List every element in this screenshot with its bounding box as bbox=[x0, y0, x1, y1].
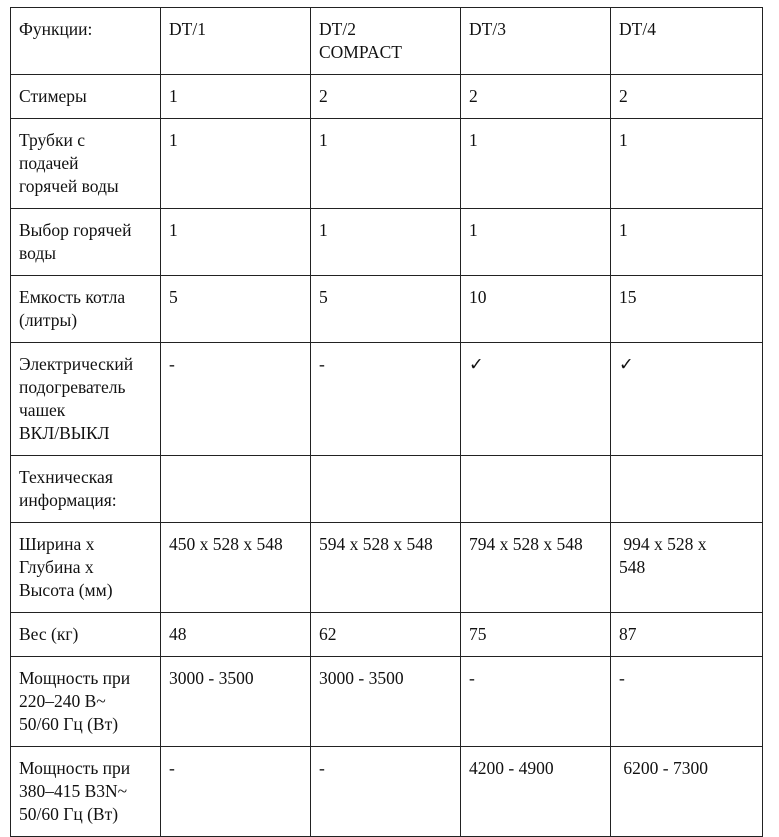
table-cell: 794 x 528 x 548 bbox=[461, 523, 611, 613]
table-row bbox=[11, 657, 763, 747]
table-cell: 87 bbox=[611, 613, 763, 657]
table-row bbox=[11, 75, 763, 119]
table-cell: 3000 - 3500 bbox=[161, 657, 311, 747]
table-cell: 1 bbox=[161, 75, 311, 119]
table-row bbox=[11, 276, 763, 343]
header-cell: Функции: bbox=[11, 8, 161, 75]
table-cell: - bbox=[161, 747, 311, 837]
table-cell bbox=[311, 456, 461, 523]
table-cell: 5 bbox=[311, 276, 461, 343]
table-cell: 6200 - 7300 bbox=[611, 747, 763, 837]
table-cell: - bbox=[311, 747, 461, 837]
table-cell: - bbox=[311, 343, 461, 456]
header-cell: DT/3 bbox=[461, 8, 611, 75]
table-cell: 62 bbox=[311, 613, 461, 657]
table-cell: 4200 - 4900 bbox=[461, 747, 611, 837]
row-label-cell: Емкость котла (литры) bbox=[11, 276, 161, 343]
functions-comparison-table bbox=[10, 7, 763, 837]
table-row bbox=[11, 209, 763, 276]
table-cell: 48 bbox=[161, 613, 311, 657]
table-cell: 1 bbox=[311, 119, 461, 209]
checkmark-icon: ✓ bbox=[461, 343, 611, 456]
row-label-cell: Выбор горячей воды bbox=[11, 209, 161, 276]
table-cell bbox=[461, 456, 611, 523]
section-label-cell: Техническая информация: bbox=[11, 456, 161, 523]
row-label-cell: Трубки с подачей горячей воды bbox=[11, 119, 161, 209]
table-cell bbox=[161, 456, 311, 523]
table-cell: 3000 - 3500 bbox=[311, 657, 461, 747]
table-cell: 10 bbox=[461, 276, 611, 343]
row-label-cell: Мощность при 220–240 В~ 50/60 Гц (Вт) bbox=[11, 657, 161, 747]
table-section-row bbox=[11, 456, 763, 523]
row-label-cell: Электрический подогреватель чашек ВКЛ/ВЫКЛ bbox=[11, 343, 161, 456]
header-cell: DT/2 COMPACT bbox=[311, 8, 461, 75]
row-label-cell: Вес (кг) bbox=[11, 613, 161, 657]
table-cell: 5 bbox=[161, 276, 311, 343]
table-cell: 75 bbox=[461, 613, 611, 657]
row-label-cell: Стимеры bbox=[11, 75, 161, 119]
table-cell: 450 x 528 x 548 bbox=[161, 523, 311, 613]
header-cell: DT/4 bbox=[611, 8, 763, 75]
table-row bbox=[11, 613, 763, 657]
table-cell: 1 bbox=[461, 209, 611, 276]
table-cell: 1 bbox=[611, 209, 763, 276]
table-cell: 2 bbox=[311, 75, 461, 119]
table-cell: 594 x 528 x 548 bbox=[311, 523, 461, 613]
table-cell: - bbox=[461, 657, 611, 747]
table-cell: - bbox=[611, 657, 763, 747]
table-cell: 1 bbox=[161, 209, 311, 276]
table-cell: 994 x 528 x 548 bbox=[611, 523, 763, 613]
table-row bbox=[11, 343, 763, 456]
table-header-row bbox=[11, 8, 763, 75]
table-cell: 1 bbox=[161, 119, 311, 209]
header-cell: DT/1 bbox=[161, 8, 311, 75]
row-label-cell: Мощность при 380–415 В3N~ 50/60 Гц (Вт) bbox=[11, 747, 161, 837]
table-cell: - bbox=[161, 343, 311, 456]
table-row bbox=[11, 119, 763, 209]
table-row bbox=[11, 523, 763, 613]
table-row bbox=[11, 747, 763, 837]
table-cell: 2 bbox=[461, 75, 611, 119]
table-cell: 1 bbox=[311, 209, 461, 276]
table-cell: 2 bbox=[611, 75, 763, 119]
checkmark-icon: ✓ bbox=[611, 343, 763, 456]
table-cell: 15 bbox=[611, 276, 763, 343]
row-label-cell: Ширина х Глубина х Высота (мм) bbox=[11, 523, 161, 613]
table-cell: 1 bbox=[611, 119, 763, 209]
table-cell: 1 bbox=[461, 119, 611, 209]
table-cell bbox=[611, 456, 763, 523]
